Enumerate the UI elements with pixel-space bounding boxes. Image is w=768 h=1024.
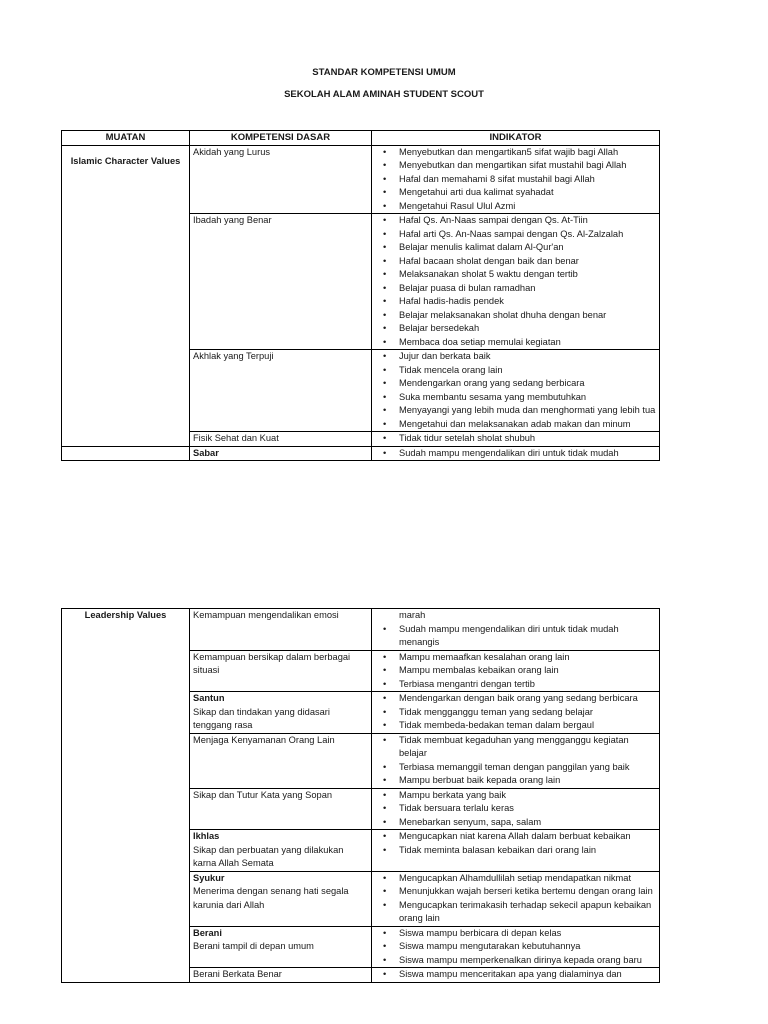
bullet-icon: •	[383, 872, 387, 883]
bullet-icon: •	[383, 927, 387, 938]
indikator-list	[375, 872, 656, 926]
muatan-cell	[62, 609, 190, 983]
indikator-text: Mengucapkan terimakasih terhadap sekecil apapun kebaikan orang lain	[399, 899, 652, 923]
list-item	[375, 350, 656, 364]
list-item	[375, 761, 656, 775]
indikator-text: Sudah mampu mengendalikan diri untuk tidak mudah menangis	[399, 623, 619, 647]
indikator-text: Menyebutkan dan mengartikan sifat mustahil bagi Allah	[399, 160, 627, 170]
list-item	[375, 885, 656, 899]
indikator-text: Tidak tidur setelah sholat shubuh	[399, 433, 536, 443]
kompetensi-cell	[190, 350, 372, 432]
indikator-list	[375, 447, 656, 461]
bullet-icon: •	[383, 282, 387, 293]
indikator-text: Mengetahui Rasul Ulul Azmi	[399, 200, 516, 211]
bullet-icon: •	[383, 309, 387, 320]
list-item	[375, 678, 656, 692]
kompetensi-cell	[190, 788, 372, 830]
header-kompetensi-dasar: KOMPETENSI DASAR	[190, 131, 372, 146]
indikator-text: Tidak bersuara terlalu keras	[399, 803, 514, 813]
indikator-text: Belajar puasa di bulan ramadhan	[399, 282, 536, 293]
kompetensi-title: Akhlak yang Terpuji	[193, 351, 274, 361]
indikator-text: Tidak mencela orang lain	[399, 364, 503, 375]
indikator-list	[375, 968, 656, 982]
kompetensi-cell	[190, 968, 372, 983]
bullet-icon: •	[383, 391, 387, 402]
indikator-text: Mengetahui dan melaksanakan adab makan dan minum	[399, 418, 631, 429]
bullet-icon: •	[383, 706, 387, 717]
kompetensi-title: Fisik Sehat dan Kuat	[193, 433, 279, 443]
muatan-cell	[62, 145, 190, 446]
indikator-text: Menyayangi yang lebih muda dan menghormati yang lebih tua	[399, 405, 656, 415]
indikator-list	[375, 146, 656, 214]
list-item	[375, 844, 656, 858]
list-item	[375, 774, 656, 788]
kompetensi-cell	[190, 650, 372, 692]
indikator-text: Suka membantu sesama yang membutuhkan	[399, 391, 587, 402]
indikator-text: Mampu berbuat baik kepada orang lain	[399, 775, 561, 785]
list-item	[375, 954, 656, 968]
indikator-cell	[372, 350, 660, 432]
list-item	[375, 159, 656, 173]
indikator-text: Menyebutkan dan mengartikan5 sifat wajib bagi Allah	[399, 146, 619, 157]
kompetensi-cell	[190, 871, 372, 926]
bullet-icon: •	[383, 269, 387, 279]
indikator-text: Jujur dan berkata baik	[399, 351, 491, 361]
list-item	[375, 268, 656, 282]
bullet-icon: •	[383, 351, 387, 361]
indikator-text: Belajar menulis kalimat dalam Al-Qur'an	[399, 242, 564, 252]
indikator-list	[375, 651, 656, 692]
list-item	[375, 309, 656, 323]
kompetensi-title: Sikap dan Tutur Kata yang Sopan	[193, 789, 333, 800]
list-item	[375, 432, 656, 446]
kompetensi-cell	[190, 733, 372, 788]
indikator-cell	[372, 830, 660, 872]
list-item	[375, 336, 656, 350]
kompetensi-title: Santun	[193, 693, 225, 703]
indikator-list	[375, 214, 656, 349]
indikator-text: Mengucapkan niat karena Allah dalam berbuat kebaikan	[399, 831, 631, 841]
kompetensi-title: Syukur	[193, 872, 225, 883]
bullet-icon: •	[383, 899, 387, 910]
indikator-cell	[372, 871, 660, 926]
bullet-icon: •	[383, 789, 387, 800]
indikator-continuation: marah	[399, 610, 426, 620]
bullet-icon: •	[383, 734, 387, 745]
indikator-text: Tidak meminta balasan kebaikan dari orang lain	[399, 844, 597, 855]
list-item	[375, 789, 656, 803]
list-item	[375, 186, 656, 200]
muatan-label: Leadership Values	[84, 610, 167, 620]
indikator-text: Membaca doa setiap memulai kegiatan	[399, 336, 561, 347]
bullet-icon: •	[383, 418, 387, 429]
list-item	[375, 802, 656, 816]
bullet-icon: •	[383, 816, 387, 827]
indikator-text: Tidak membeda-bedakan teman dalam bergaul	[399, 720, 595, 730]
bullet-icon: •	[383, 761, 387, 772]
kompetensi-cell	[190, 214, 372, 350]
indikator-text: Mendengarkan orang yang sedang berbicara	[399, 378, 585, 388]
list-item	[375, 719, 656, 733]
indikator-cell	[372, 214, 660, 350]
list-item	[375, 664, 656, 678]
list-item	[375, 214, 656, 228]
bullet-icon: •	[383, 775, 387, 785]
bullet-icon: •	[383, 665, 387, 675]
bullet-icon: •	[383, 187, 387, 197]
indikator-text: Hafal dan memahami 8 sifat mustahil bagi Allah	[399, 173, 595, 184]
list-item	[375, 872, 656, 886]
bullet-icon: •	[383, 678, 387, 689]
header-muatan: MUATAN	[62, 131, 190, 146]
indikator-cell	[372, 788, 660, 830]
bullet-icon: •	[383, 200, 387, 211]
indikator-cell	[372, 968, 660, 983]
list-item	[375, 651, 656, 665]
list-item	[375, 447, 656, 461]
indikator-list	[375, 927, 656, 968]
kompetensi-cell	[190, 926, 372, 968]
bullet-icon: •	[383, 364, 387, 375]
list-item	[375, 322, 656, 336]
kompetensi-cell	[190, 830, 372, 872]
indikator-text: Tidak mengganggu teman yang sedang belajar	[399, 706, 593, 717]
indikator-text: Belajar bersedekah	[399, 323, 480, 333]
list-item	[375, 173, 656, 187]
indikator-cell	[372, 733, 660, 788]
indikator-cell	[372, 432, 660, 447]
kompetensi-cell	[190, 609, 372, 651]
indikator-list	[375, 350, 656, 431]
table-row	[62, 446, 660, 461]
list-item	[375, 200, 656, 214]
list-item	[375, 418, 656, 432]
table-row	[62, 145, 660, 214]
indikator-text: Menebarkan senyum, sapa, salam	[399, 816, 542, 827]
bullet-icon: •	[383, 146, 387, 157]
bullet-icon: •	[383, 623, 387, 634]
bullet-icon: •	[383, 215, 387, 225]
list-item	[375, 241, 656, 255]
page-subtitle: SEKOLAH ALAM AMINAH STUDENT SCOUT	[284, 89, 484, 100]
list-item	[375, 282, 656, 296]
list-item	[375, 899, 656, 926]
kompetensi-title: Ikhlas	[193, 831, 220, 841]
competency-table-2	[61, 608, 660, 983]
bullet-icon: •	[383, 336, 387, 347]
list-item	[375, 706, 656, 720]
kompetensi-title: Kemampuan mengendalikan emosi	[193, 610, 339, 620]
page-title: STANDAR KOMPETENSI UMUM	[312, 67, 456, 78]
bullet-icon: •	[383, 255, 387, 266]
kompetensi-title: Kemampuan bersikap dalam berbagai situasi	[193, 651, 351, 675]
indikator-text: Tidak membuat kegaduhan yang mengganggu kegiatan belajar	[399, 734, 629, 758]
indikator-text: Sudah mampu mengendalikan diri untuk tidak mudah	[399, 447, 619, 458]
indikator-text: Menunjukkan wajah berseri ketika bertemu dengan orang lain	[399, 886, 653, 896]
list-item	[375, 295, 656, 309]
indikator-list	[375, 623, 656, 650]
list-item	[375, 816, 656, 830]
indikator-text: Hafal arti Qs. An-Naas sampai dengan Qs. Al-Zalzalah	[399, 228, 624, 239]
kompetensi-title: Berani	[193, 927, 222, 938]
bullet-icon: •	[383, 447, 387, 458]
list-item	[375, 692, 656, 706]
list-item	[375, 391, 656, 405]
kompetensi-desc: Berani tampil di depan umum	[193, 941, 314, 951]
bullet-icon: •	[383, 228, 387, 239]
list-item	[375, 968, 656, 982]
kompetensi-title: Ibadah yang Benar	[193, 215, 272, 225]
indikator-text: Mampu membalas kebaikan orang lain	[399, 665, 559, 675]
indikator-text: Hafal hadis-hadis pendek	[399, 296, 504, 306]
muatan-cell-empty	[62, 446, 190, 461]
indikator-list	[375, 830, 656, 857]
list-item	[375, 364, 656, 378]
kompetensi-title: Akidah yang Lurus	[193, 146, 271, 157]
indikator-text: Mampu berkata yang baik	[399, 789, 506, 800]
indikator-text: Siswa mampu berbicara di depan kelas	[399, 927, 562, 938]
kompetensi-desc: Sikap dan perbuatan yang dilakukan karna Allah Semata	[193, 844, 344, 868]
kompetensi-desc: Menerima dengan senang hati segala karunia dari Allah	[193, 886, 349, 910]
bullet-icon: •	[383, 173, 387, 184]
indikator-cell	[372, 692, 660, 734]
bullet-icon: •	[383, 803, 387, 813]
table-header-row	[62, 131, 660, 146]
indikator-text: Mengucapkan Alhamdullilah setiap mendapatkan nikmat	[399, 872, 632, 883]
bullet-icon: •	[383, 941, 387, 951]
indikator-list	[375, 692, 656, 733]
kompetensi-title: Sabar	[193, 447, 219, 458]
list-item	[375, 404, 656, 418]
indikator-text: Siswa mampu memperkenalkan dirinya kepada orang baru	[399, 954, 642, 965]
header-indikator: INDIKATOR	[372, 131, 660, 146]
indikator-cell	[372, 446, 660, 461]
indikator-cell	[372, 926, 660, 968]
bullet-icon: •	[383, 323, 387, 333]
bullet-icon: •	[383, 433, 387, 443]
list-item	[375, 228, 656, 242]
indikator-text: Melaksanakan sholat 5 waktu dengan tertib	[399, 269, 578, 279]
indikator-text: Terbiasa mengantri dengan tertib	[399, 678, 535, 689]
bullet-icon: •	[383, 160, 387, 170]
list-item	[375, 377, 656, 391]
indikator-text: Hafal bacaan sholat dengan baik dan benar	[399, 255, 579, 266]
bullet-icon: •	[383, 378, 387, 388]
kompetensi-cell	[190, 692, 372, 734]
indikator-text: Hafal Qs. An-Naas sampai dengan Qs. At-Tiin	[399, 215, 588, 225]
kompetensi-title: Menjaga Kenyamanan Orang Lain	[193, 734, 335, 745]
indikator-text: Terbiasa memanggil teman dengan panggilan yang baik	[399, 761, 630, 772]
bullet-icon: •	[383, 651, 387, 662]
indikator-cell	[372, 145, 660, 214]
indikator-text: Belajar melaksanakan sholat dhuha dengan benar	[399, 309, 607, 320]
indikator-list	[375, 789, 656, 830]
bullet-icon: •	[383, 242, 387, 252]
list-item	[375, 734, 656, 761]
kompetensi-cell	[190, 145, 372, 214]
bullet-icon: •	[383, 831, 387, 841]
indikator-text: Mendengarkan dengan baik orang yang sedang berbicara	[399, 693, 638, 703]
bullet-icon: •	[383, 886, 387, 896]
bullet-icon: •	[383, 954, 387, 965]
kompetensi-cell	[190, 432, 372, 447]
bullet-icon: •	[383, 720, 387, 730]
list-item	[375, 146, 656, 160]
indikator-text: Mengetahui arti dua kalimat syahadat	[399, 187, 554, 197]
bullet-icon: •	[383, 296, 387, 306]
indikator-cell	[372, 609, 660, 651]
list-item	[375, 623, 656, 650]
indikator-list	[375, 432, 656, 446]
indikator-text: Siswa mampu menceritakan apa yang dialaminya dan	[399, 969, 622, 979]
kompetensi-cell	[190, 446, 372, 461]
kompetensi-title: Berani Berkata Benar	[193, 969, 282, 979]
bullet-icon: •	[383, 693, 387, 703]
list-item	[375, 940, 656, 954]
indikator-text: Mampu memaafkan kesalahan orang lain	[399, 651, 570, 662]
indikator-text: Siswa mampu mengutarakan kebutuhannya	[399, 941, 581, 951]
indikator-cell	[372, 650, 660, 692]
bullet-icon: •	[383, 405, 387, 415]
muatan-label: Islamic Character Values	[70, 155, 181, 166]
list-item	[375, 255, 656, 269]
indikator-list	[375, 734, 656, 788]
list-item	[375, 830, 656, 844]
bullet-icon: •	[383, 969, 387, 979]
bullet-icon: •	[383, 844, 387, 855]
list-item	[375, 927, 656, 941]
table-row	[62, 609, 660, 651]
kompetensi-desc: Sikap dan tindakan yang didasari tenggang rasa	[193, 706, 330, 730]
competency-table-1	[61, 130, 660, 461]
